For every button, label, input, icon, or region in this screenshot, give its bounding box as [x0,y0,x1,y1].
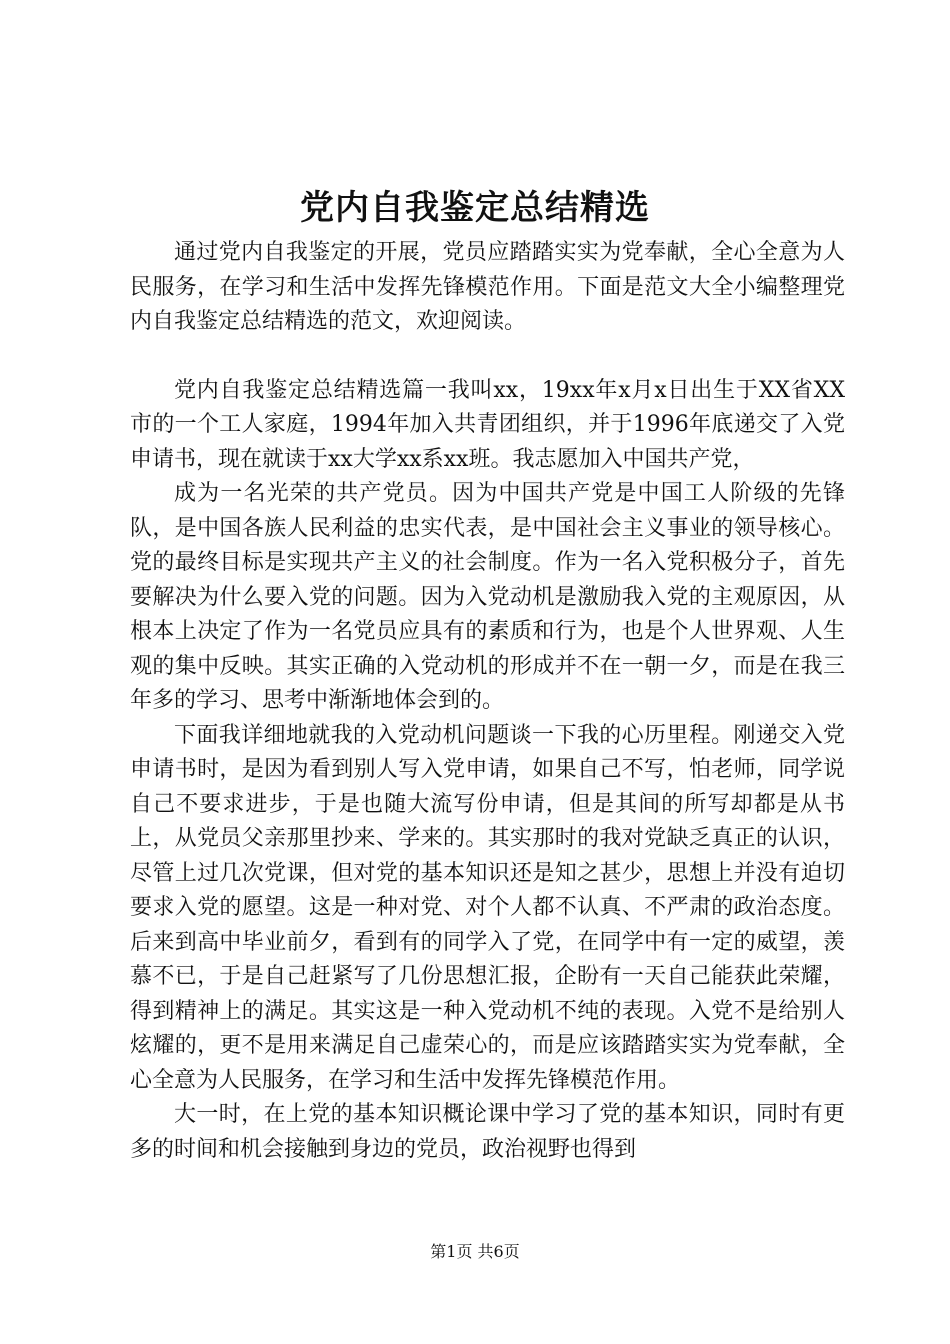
page-title: 党内自我鉴定总结精选 [300,188,650,228]
page-footer: 第1页 共6页 [430,1242,520,1261]
body-paragraph: 下面我详细地就我的入党动机问题谈一下我的心历里程。刚递交入党申请书时，是因为看到别人写入党申请，如果自己不写，怕老师，同学说自己不要求进步，于是也随大流写份申请，但是其间的所写却都是从书上，从党员父亲那里抄来、学来的。其实那时的我对党缺乏真正的认识，尽管上过几次党课，但对党的基本知识还是知之甚少，思想上并没有迫切要求入党的愿望。这是一种对党、对个人都不认真、不严肃的政治态度。后来到高中毕业前夕，看到有的同学入了党，在同学中有一定的威望，羡慕不已，于是自己赶紧写了几份思想汇报，企盼有一天自己能获此荣耀，得到精神上的满足。其实这是一种入党动机不纯的表现。入党不是给别人炫耀的，更不是用来满足自己虚荣心的，而是应该踏踏实实为党奉献，全心全意为人民服务，在学习和生活中发挥先锋模范作用。 [130,722,845,1093]
intro-paragraph: 通过党内自我鉴定的开展，党员应踏踏实实为党奉献，全心全意为人民服务，在学习和生活中发挥先锋模范作用。下面是范文大全小编整理党内自我鉴定总结精选的范文，欢迎阅读。 [130,240,845,334]
body-paragraph: 成为一名光荣的共产党员。因为中国共产党是中国工人阶级的先锋队，是中国各族人民利益的忠实代表，是中国社会主义事业的领导核心。党的最终目标是实现共产主义的社会制度。作为一名入党积极分子，首先要解决为什么要入党的问题。因为入党动机是激励我入党的主观原因，从根本上决定了作为一名党员应具有的素质和行为，也是个人世界观、人生观的集中反映。其实正确的入党动机的形成并不在一朝一夕，而是在我三年多的学习、思考中渐渐地体会到的。 [130,481,845,713]
document-body [130,236,845,1167]
body-paragraph: 大一时，在上党的基本知识概论课中学习了党的基本知识，同时有更多的时间和机会接触到身边的党员，政治视野也得到 [130,1102,845,1162]
paragraph-spacer [130,340,845,374]
body-paragraph: 党内自我鉴定总结精选篇一我叫xx，19xx年x月x日出生于XX省XX市的一个工人家庭，1994年加入共青团组织，并于1996年底递交了入党申请书，现在就读于xx大学xx系xx班。我志愿加入中国共产党， [130,377,845,472]
